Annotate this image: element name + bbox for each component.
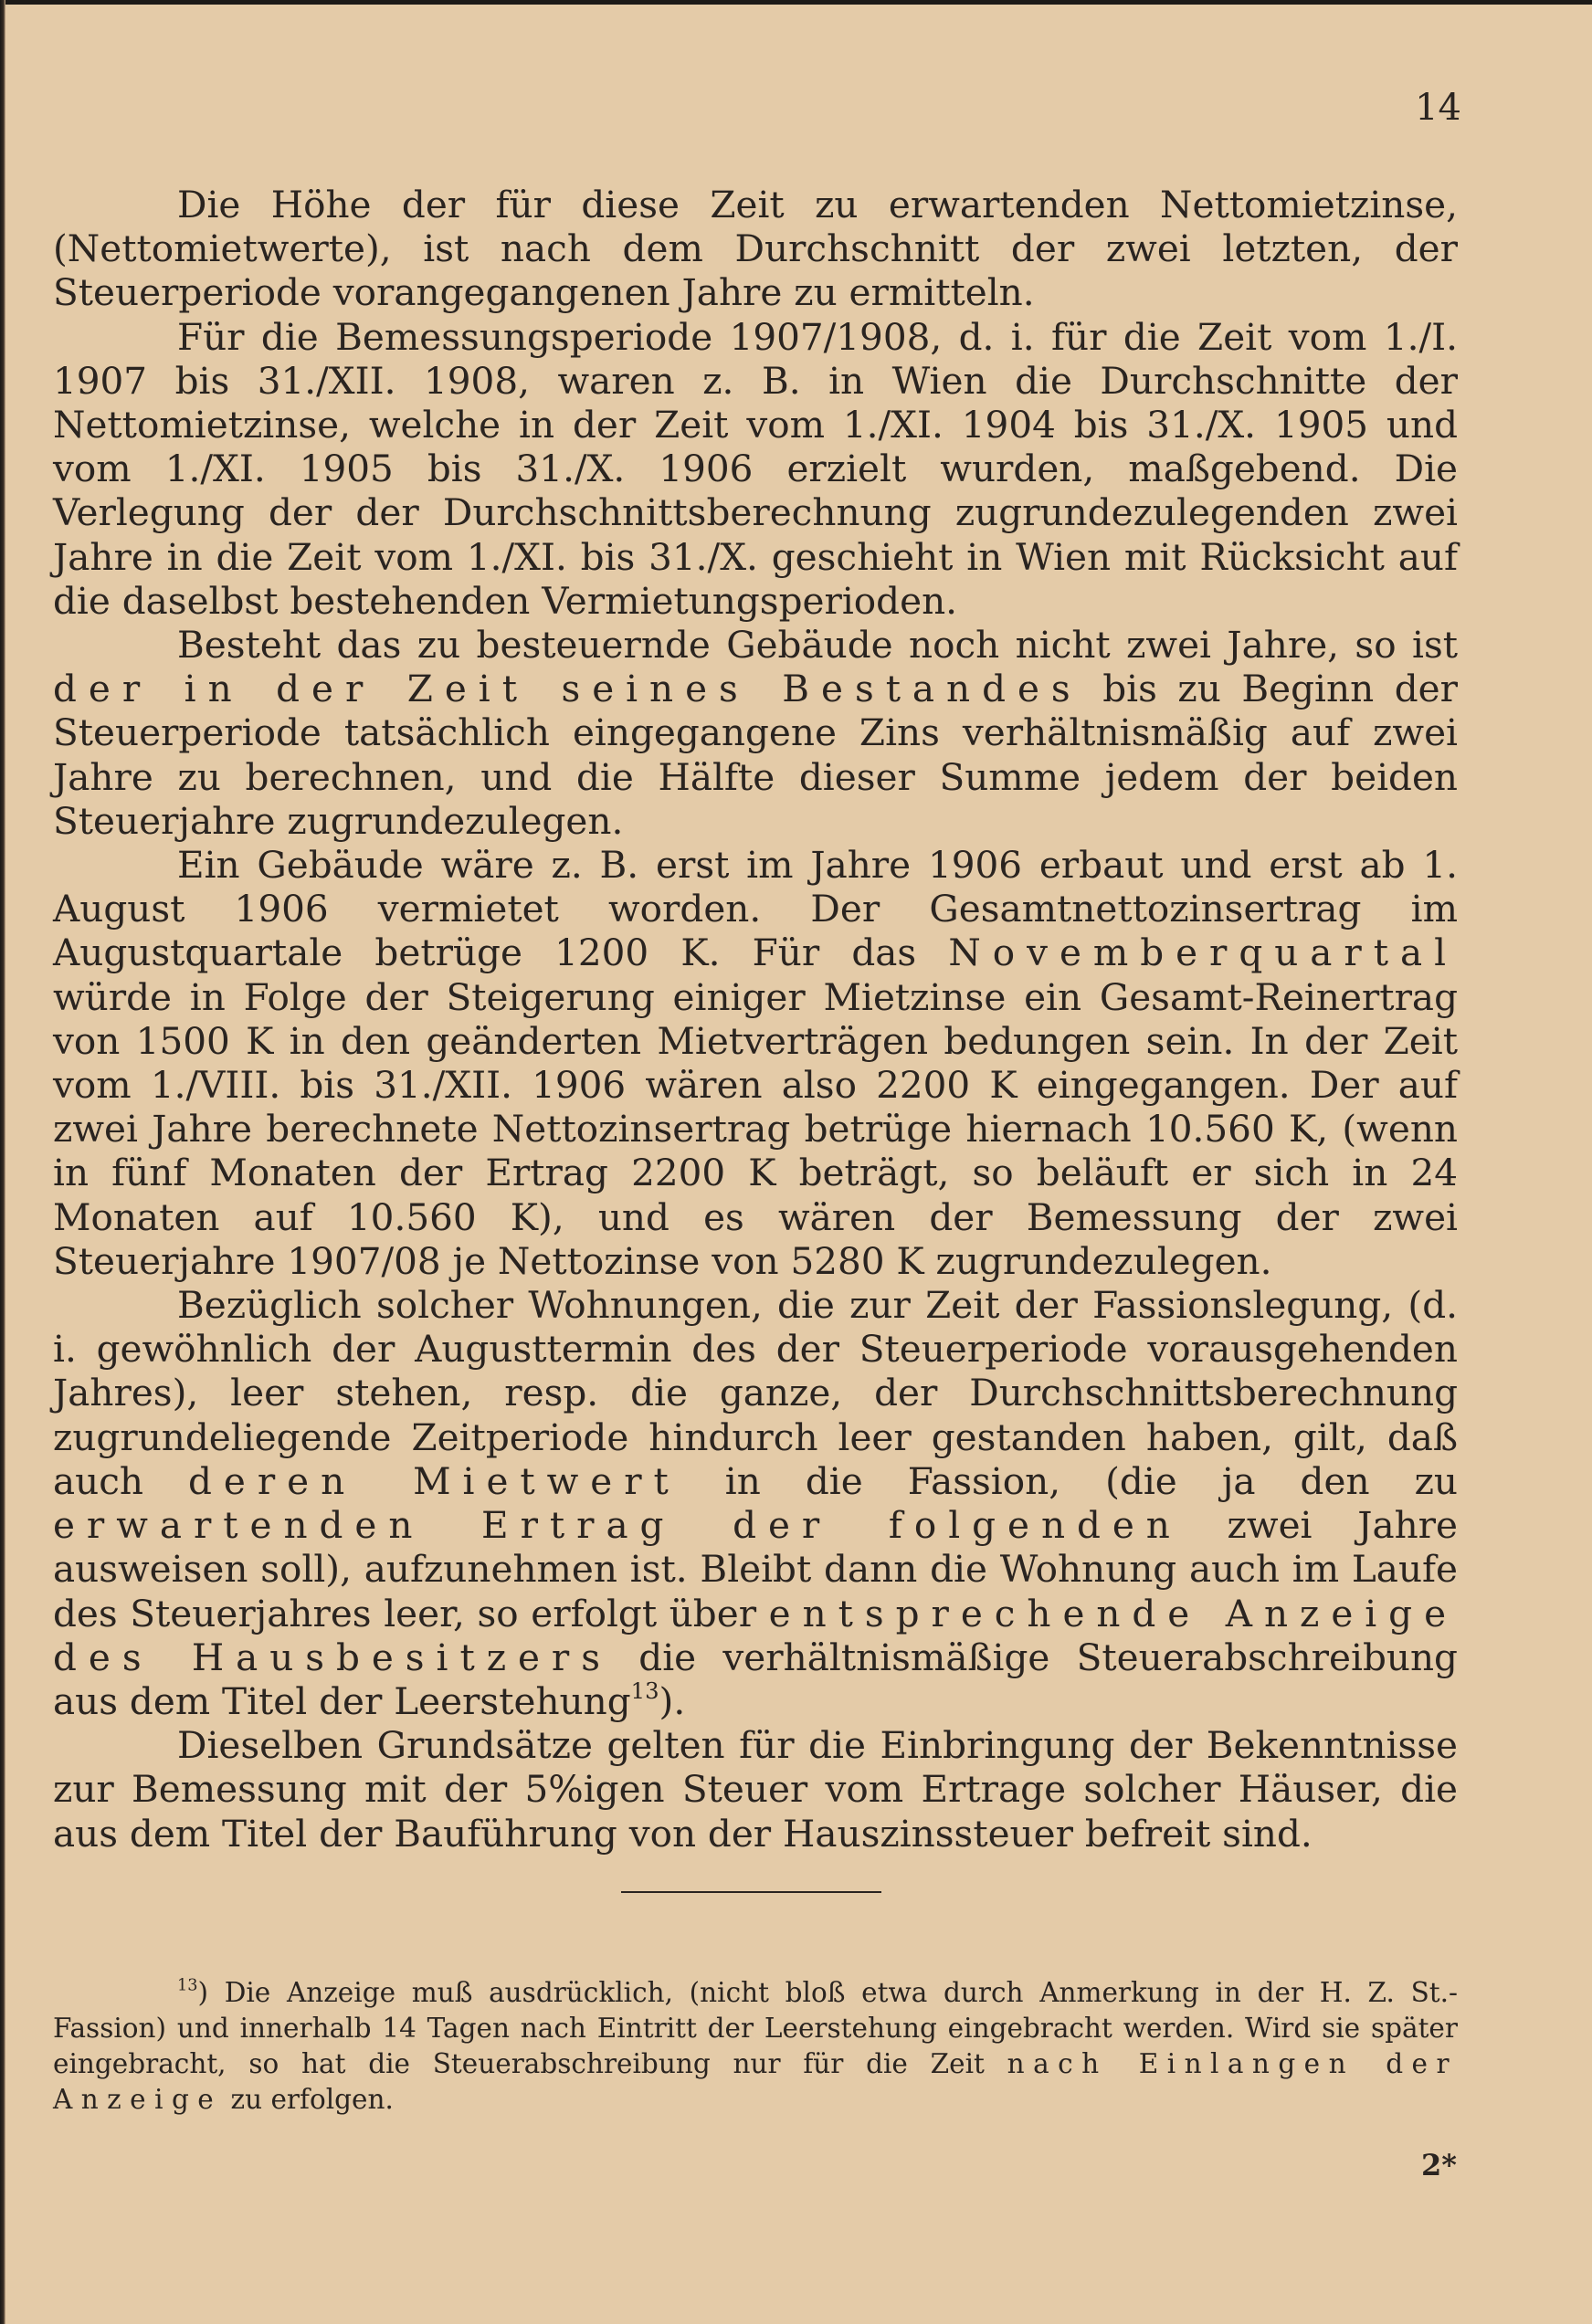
text-run: Ein Gebäude wäre z. B. erst im Jahre 1906 erbaut und erst ab 1. August 1906 vermietet worden. Der Gesamtnettozinsertrag im Augustquartale betrüge 1200 K. Für das	[53, 843, 1458, 975]
paragraph	[53, 1723, 1458, 1856]
text-run: Besteht das zu besteuernde Gebäude noch nicht zwei Jahre, so ist	[177, 623, 1458, 668]
text-run: zu erfolgen.	[222, 2084, 394, 2115]
page-left-edge	[0, 0, 5, 2324]
page-number: 14	[1415, 87, 1461, 129]
footnote-ref: 13	[177, 1976, 198, 1995]
paragraph	[53, 1283, 1458, 1723]
text-run: ).	[659, 1678, 686, 1723]
paragraph	[53, 315, 1458, 623]
text-run: zwei Jahre ausweisen soll), aufzunehmen ist. Bleibt dann die Wohnung auch im Laufe des Steuerjahres leer, so erfolgt über	[53, 1503, 1458, 1635]
signature-mark: 2*	[1421, 2148, 1457, 2182]
footnote	[53, 1975, 1458, 2118]
text-run: würde in Folge der Steigerung einiger Mietzinse ein Gesamt-Reinertrag von 1500 K in den geänderten Mietverträgen bedungen sein. In der Zeit vom 1./VIII. bis 31./XII. 1906 wären also 2200 K eingegangen. Der auf zwei Jahre berechnete Nettozinsertrag betrüge hiernach 10.560 K, (wenn in fünf Monaten der Ertrag 2200 K beträgt, so beläuft er sich in 24 Monaten auf 10.560 K), und es wären der Bemessung der zwei Steuerjahre 1907/08 je Nettozinse von 5280 K zugrundezulegen.	[53, 974, 1458, 1283]
footnote-block	[53, 1975, 1458, 2118]
text-run: Für die Bemessungsperiode 1907/1908, d. i. für die Zeit vom 1./I. 1907 bis 31./XII. 1908, waren z. B. in Wien die Durchschnitte der Nettomietzinse, welche in der Zeit vom 1./XI. 1904 bis 31./X. 1905 und vom 1./XI. 1905 bis 31./X. 1906 erzielt wurden, maßgebend. Die Verlegung der der Durchschnittsberechnung zugrundezulegenden zwei Jahre in die Zeit vom 1./XI. bis 31./X. geschieht in Wien mit Rücksicht auf die daselbst bestehenden Vermietungsperioden.	[53, 314, 1458, 623]
page-top-edge	[0, 0, 1592, 5]
spaced-emphasis: Novemberquartal	[948, 931, 1458, 975]
spaced-emphasis: der in der Zeit seines Bestandes	[53, 667, 1082, 711]
text-run: Bezüglich solcher Wohnungen, die zur Zeit der Fassionslegung, (d. i. gewöhnlich der Augusttermin des der Steuerperiode vorausgehenden Jahres), leer stehen, resp. die ganze, der Durchschnittsberechnung zugrundeliegende Zeitperiode hindurch leer gestanden haben, gilt, daß auch	[53, 1283, 1458, 1503]
spaced-emphasis: nach Einlangen der Anzeige	[53, 2048, 1458, 2115]
text-run: bis zu Beginn der Steuerperiode tatsächlich eingegangene Zins verhältnismäßig auf zwei Jahre zu berechnen, und die Hälfte dieser Summe jedem der beiden Steuerjahre zugrundezulegen.	[53, 667, 1458, 843]
text-run: Dieselben Grundsätze gelten für die Einbringung der Bekenntnisse zur Bemessung mit der 5%igen Steuer vom Ertrage solcher Häuser, die aus dem Titel der Bauführung von der Hauszinssteuer befreit sind.	[53, 1723, 1458, 1856]
body-text	[53, 183, 1458, 1856]
spaced-emphasis: entsprechende Anzeige des Hausbesitzers	[53, 1591, 1459, 1679]
paragraph	[53, 623, 1458, 843]
text-run: die verhältnismäßige Steuerabschreibung aus dem Titel der Leerstehung	[53, 1635, 1458, 1723]
footnote-separator	[621, 1891, 881, 1893]
text-run: ) Die Anzeige muß ausdrücklich, (nicht bloß etwa durch Anmerkung in der H. Z. St.-Fassion) und innerhalb 14 Tagen nach Eintritt der Leerstehung eingebracht werden. Wird sie später eingebracht, so hat die Steuerabschreibung nur für die Zeit	[53, 1977, 1458, 2079]
spaced-emphasis: erwartenden Ertrag der folgenden	[53, 1503, 1182, 1548]
spaced-emphasis: deren Mietwert	[188, 1458, 680, 1503]
paragraph	[53, 843, 1458, 1283]
paragraph	[53, 183, 1458, 315]
text-run: in die Fassion, (die ja den zu	[680, 1458, 1458, 1503]
text-run: Die Höhe der für diese Zeit zu erwartenden Nettomietzinse, (Nettomietwerte), ist nach dem Durchschnitt der zwei letzten, der Steuerperiode vorangegangenen Jahre zu ermitteln.	[53, 183, 1458, 315]
footnote-ref: 13	[630, 1677, 659, 1704]
